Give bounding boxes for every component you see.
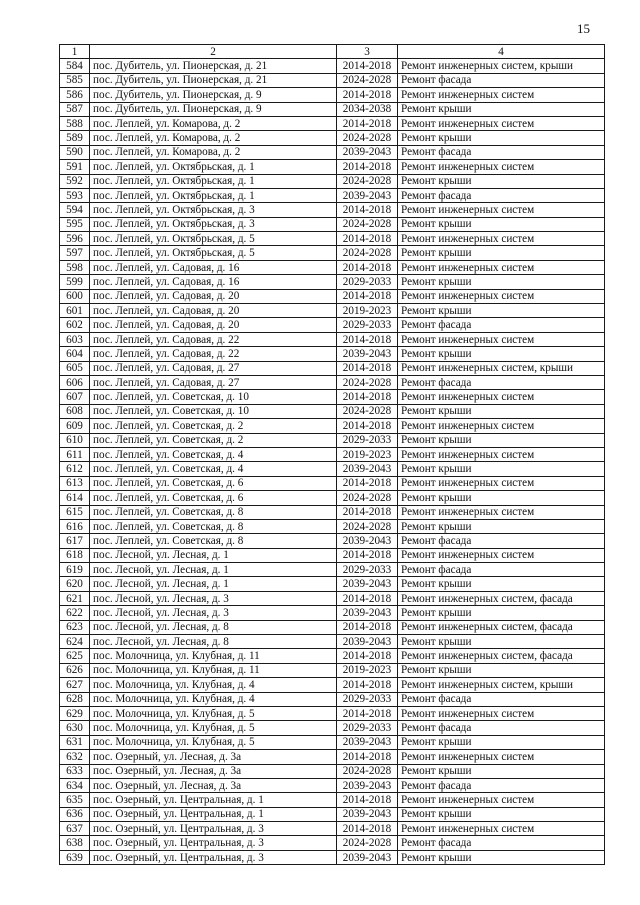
work-type-cell: Ремонт инженерных систем [398, 750, 605, 764]
work-type-cell: Ремонт крыши [398, 807, 605, 821]
work-type-cell: Ремонт крыши [398, 246, 605, 260]
table-row [60, 160, 605, 174]
period-cell: 2029-2033 [337, 275, 398, 289]
period-cell: 2014-2018 [337, 419, 398, 433]
work-type-cell: Ремонт инженерных систем [398, 203, 605, 217]
address-cell: пос. Леплей, ул. Садовая, д. 16 [90, 260, 337, 274]
work-type-cell: Ремонт крыши [398, 606, 605, 620]
address-cell: пос. Леплей, ул. Советская, д. 4 [90, 447, 337, 461]
table-row [60, 145, 605, 159]
table-row [60, 807, 605, 821]
work-type-cell: Ремонт инженерных систем [398, 505, 605, 519]
table-row [60, 375, 605, 389]
address-cell: пос. Леплей, ул. Советская, д. 8 [90, 534, 337, 548]
work-type-cell: Ремонт инженерных систем [398, 419, 605, 433]
work-type-cell: Ремонт инженерных систем, фасада [398, 591, 605, 605]
address-cell: пос. Озерный, ул. Центральная, д. 1 [90, 793, 337, 807]
table-row [60, 275, 605, 289]
row-number-cell: 600 [60, 289, 90, 303]
repair-schedule-table [59, 44, 605, 865]
address-cell: пос. Леплей, ул. Советская, д. 4 [90, 462, 337, 476]
row-number-cell: 584 [60, 59, 90, 73]
address-cell: пос. Леплей, ул. Октябрьская, д. 1 [90, 160, 337, 174]
row-number-cell: 627 [60, 678, 90, 692]
table-row [60, 332, 605, 346]
period-cell: 2029-2033 [337, 433, 398, 447]
address-cell: пос. Молочница, ул. Клубная, д. 11 [90, 663, 337, 677]
period-cell: 2039-2043 [337, 462, 398, 476]
work-type-cell: Ремонт инженерных систем, крыши [398, 678, 605, 692]
work-type-cell: Ремонт инженерных систем [398, 793, 605, 807]
row-number-cell: 614 [60, 491, 90, 505]
period-cell: 2039-2043 [337, 778, 398, 792]
address-cell: пос. Озерный, ул. Лесная, д. 3а [90, 764, 337, 778]
work-type-cell: Ремонт фасада [398, 188, 605, 202]
work-type-cell: Ремонт фасада [398, 836, 605, 850]
row-number-cell: 616 [60, 519, 90, 533]
column-header-address: 2 [90, 45, 337, 59]
address-cell: пос. Дубитель, ул. Пионерская, д. 21 [90, 73, 337, 87]
period-cell: 2014-2018 [337, 361, 398, 375]
work-type-cell: Ремонт инженерных систем [398, 332, 605, 346]
table-row [60, 88, 605, 102]
work-type-cell: Ремонт инженерных систем [398, 447, 605, 461]
row-number-cell: 622 [60, 606, 90, 620]
row-number-cell: 606 [60, 375, 90, 389]
table-row [60, 188, 605, 202]
row-number-cell: 591 [60, 160, 90, 174]
work-type-cell: Ремонт фасада [398, 721, 605, 735]
work-type-cell: Ремонт крыши [398, 102, 605, 116]
address-cell: пос. Озерный, ул. Лесная, д. 3а [90, 750, 337, 764]
table-row [60, 663, 605, 677]
period-cell: 2039-2043 [337, 188, 398, 202]
row-number-cell: 625 [60, 649, 90, 663]
period-cell: 2014-2018 [337, 678, 398, 692]
address-cell: пос. Молочница, ул. Клубная, д. 5 [90, 735, 337, 749]
table-row [60, 289, 605, 303]
table-row [60, 131, 605, 145]
table-row [60, 347, 605, 361]
work-type-cell: Ремонт крыши [398, 275, 605, 289]
work-type-cell: Ремонт фасада [398, 318, 605, 332]
row-number-cell: 612 [60, 462, 90, 476]
column-header-work-type: 4 [398, 45, 605, 59]
period-cell: 2039-2043 [337, 735, 398, 749]
work-type-cell: Ремонт крыши [398, 764, 605, 778]
work-type-cell: Ремонт инженерных систем [398, 706, 605, 720]
row-number-cell: 624 [60, 635, 90, 649]
row-number-cell: 632 [60, 750, 90, 764]
row-number-cell: 637 [60, 822, 90, 836]
address-cell: пос. Леплей, ул. Садовая, д. 20 [90, 304, 337, 318]
work-type-cell: Ремонт крыши [398, 304, 605, 318]
work-type-cell: Ремонт инженерных систем [398, 390, 605, 404]
row-number-cell: 623 [60, 620, 90, 634]
address-cell: пос. Дубитель, ул. Пионерская, д. 9 [90, 88, 337, 102]
address-cell: пос. Леплей, ул. Октябрьская, д. 5 [90, 232, 337, 246]
work-type-cell: Ремонт инженерных систем, фасада [398, 649, 605, 663]
period-cell: 2019-2023 [337, 304, 398, 318]
table-row [60, 361, 605, 375]
table-row [60, 491, 605, 505]
work-type-cell: Ремонт инженерных систем [398, 116, 605, 130]
table-row [60, 404, 605, 418]
work-type-cell: Ремонт фасада [398, 73, 605, 87]
period-cell: 2014-2018 [337, 332, 398, 346]
row-number-cell: 587 [60, 102, 90, 116]
period-cell: 2014-2018 [337, 116, 398, 130]
table-row [60, 735, 605, 749]
work-type-cell: Ремонт крыши [398, 491, 605, 505]
table-row [60, 519, 605, 533]
period-cell: 2024-2028 [337, 246, 398, 260]
table-row [60, 822, 605, 836]
period-cell: 2039-2043 [337, 850, 398, 864]
row-number-cell: 639 [60, 850, 90, 864]
table-row [60, 433, 605, 447]
period-cell: 2014-2018 [337, 88, 398, 102]
address-cell: пос. Лесной, ул. Лесная, д. 1 [90, 577, 337, 591]
period-cell: 2014-2018 [337, 548, 398, 562]
work-type-cell: Ремонт инженерных систем [398, 476, 605, 490]
row-number-cell: 620 [60, 577, 90, 591]
row-number-cell: 589 [60, 131, 90, 145]
row-number-cell: 631 [60, 735, 90, 749]
period-cell: 2039-2043 [337, 145, 398, 159]
address-cell: пос. Леплей, ул. Октябрьская, д. 3 [90, 203, 337, 217]
work-type-cell: Ремонт инженерных систем [398, 160, 605, 174]
address-cell: пос. Леплей, ул. Советская, д. 8 [90, 505, 337, 519]
period-cell: 2014-2018 [337, 203, 398, 217]
period-cell: 2024-2028 [337, 174, 398, 188]
row-number-cell: 611 [60, 447, 90, 461]
work-type-cell: Ремонт крыши [398, 462, 605, 476]
address-cell: пос. Леплей, ул. Октябрьская, д. 1 [90, 188, 337, 202]
period-cell: 2024-2028 [337, 404, 398, 418]
work-type-cell: Ремонт крыши [398, 850, 605, 864]
address-cell: пос. Молочница, ул. Клубная, д. 11 [90, 649, 337, 663]
row-number-cell: 626 [60, 663, 90, 677]
address-cell: пос. Озерный, ул. Центральная, д. 3 [90, 836, 337, 850]
address-cell: пос. Озерный, ул. Лесная, д. 3а [90, 778, 337, 792]
address-cell: пос. Леплей, ул. Комарова, д. 2 [90, 116, 337, 130]
row-number-cell: 610 [60, 433, 90, 447]
address-cell: пос. Леплей, ул. Советская, д. 10 [90, 390, 337, 404]
row-number-cell: 621 [60, 591, 90, 605]
table-row [60, 778, 605, 792]
address-cell: пос. Леплей, ул. Садовая, д. 27 [90, 375, 337, 389]
table-row [60, 850, 605, 864]
table-row [60, 563, 605, 577]
period-cell: 2029-2033 [337, 563, 398, 577]
address-cell: пос. Леплей, ул. Октябрьская, д. 3 [90, 217, 337, 231]
table-row [60, 591, 605, 605]
row-number-cell: 630 [60, 721, 90, 735]
row-number-cell: 590 [60, 145, 90, 159]
table-row [60, 419, 605, 433]
address-cell: пос. Леплей, ул. Октябрьская, д. 1 [90, 174, 337, 188]
period-cell: 2014-2018 [337, 59, 398, 73]
period-cell: 2014-2018 [337, 649, 398, 663]
work-type-cell: Ремонт крыши [398, 404, 605, 418]
table-row [60, 577, 605, 591]
table-row [60, 750, 605, 764]
row-number-cell: 635 [60, 793, 90, 807]
period-cell: 2014-2018 [337, 476, 398, 490]
table-row [60, 678, 605, 692]
table-row [60, 102, 605, 116]
row-number-cell: 607 [60, 390, 90, 404]
address-cell: пос. Лесной, ул. Лесная, д. 3 [90, 606, 337, 620]
period-cell: 2014-2018 [337, 289, 398, 303]
period-cell: 2024-2028 [337, 73, 398, 87]
row-number-cell: 586 [60, 88, 90, 102]
period-cell: 2039-2043 [337, 606, 398, 620]
address-cell: пос. Молочница, ул. Клубная, д. 4 [90, 678, 337, 692]
table-row [60, 764, 605, 778]
work-type-cell: Ремонт крыши [398, 663, 605, 677]
work-type-cell: Ремонт крыши [398, 433, 605, 447]
period-cell: 2039-2043 [337, 807, 398, 821]
row-number-cell: 593 [60, 188, 90, 202]
address-cell: пос. Леплей, ул. Садовая, д. 16 [90, 275, 337, 289]
row-number-cell: 638 [60, 836, 90, 850]
address-cell: пос. Лесной, ул. Лесная, д. 8 [90, 620, 337, 634]
row-number-cell: 613 [60, 476, 90, 490]
address-cell: пос. Леплей, ул. Садовая, д. 20 [90, 289, 337, 303]
table-row [60, 836, 605, 850]
period-cell: 2024-2028 [337, 131, 398, 145]
table-row [60, 649, 605, 663]
table-row [60, 548, 605, 562]
table-row [60, 217, 605, 231]
row-number-cell: 617 [60, 534, 90, 548]
address-cell: пос. Леплей, ул. Садовая, д. 22 [90, 347, 337, 361]
period-cell: 2014-2018 [337, 706, 398, 720]
table-row [60, 390, 605, 404]
row-number-cell: 594 [60, 203, 90, 217]
period-cell: 2014-2018 [337, 232, 398, 246]
address-cell: пос. Озерный, ул. Центральная, д. 3 [90, 822, 337, 836]
work-type-cell: Ремонт фасада [398, 563, 605, 577]
work-type-cell: Ремонт крыши [398, 347, 605, 361]
period-cell: 2014-2018 [337, 591, 398, 605]
work-type-cell: Ремонт инженерных систем, фасада [398, 620, 605, 634]
address-cell: пос. Дубитель, ул. Пионерская, д. 9 [90, 102, 337, 116]
row-number-cell: 604 [60, 347, 90, 361]
period-cell: 2024-2028 [337, 519, 398, 533]
work-type-cell: Ремонт крыши [398, 131, 605, 145]
period-cell: 2019-2023 [337, 447, 398, 461]
address-cell: пос. Лесной, ул. Лесная, д. 1 [90, 563, 337, 577]
work-type-cell: Ремонт инженерных систем [398, 822, 605, 836]
table-row [60, 505, 605, 519]
work-type-cell: Ремонт инженерных систем [398, 548, 605, 562]
row-number-cell: 588 [60, 116, 90, 130]
period-cell: 2024-2028 [337, 764, 398, 778]
address-cell: пос. Леплей, ул. Комарова, д. 2 [90, 145, 337, 159]
row-number-cell: 585 [60, 73, 90, 87]
work-type-cell: Ремонт крыши [398, 217, 605, 231]
table-row [60, 721, 605, 735]
work-type-cell: Ремонт инженерных систем [398, 88, 605, 102]
table-row [60, 692, 605, 706]
period-cell: 2039-2043 [337, 534, 398, 548]
address-cell: пос. Молочница, ул. Клубная, д. 4 [90, 692, 337, 706]
table-row [60, 462, 605, 476]
work-type-cell: Ремонт крыши [398, 635, 605, 649]
address-cell: пос. Леплей, ул. Советская, д. 10 [90, 404, 337, 418]
work-type-cell: Ремонт фасада [398, 692, 605, 706]
work-type-cell: Ремонт крыши [398, 519, 605, 533]
period-cell: 2034-2038 [337, 102, 398, 116]
row-number-cell: 619 [60, 563, 90, 577]
work-type-cell: Ремонт инженерных систем, крыши [398, 59, 605, 73]
table-row [60, 620, 605, 634]
address-cell: пос. Молочница, ул. Клубная, д. 5 [90, 721, 337, 735]
row-number-cell: 603 [60, 332, 90, 346]
table-row [60, 606, 605, 620]
table-row [60, 59, 605, 73]
table-row [60, 304, 605, 318]
table-row [60, 534, 605, 548]
period-cell: 2014-2018 [337, 822, 398, 836]
row-number-cell: 615 [60, 505, 90, 519]
table-row [60, 174, 605, 188]
row-number-cell: 633 [60, 764, 90, 778]
table-row [60, 116, 605, 130]
work-type-cell: Ремонт инженерных систем [398, 232, 605, 246]
address-cell: пос. Дубитель, ул. Пионерская, д. 21 [90, 59, 337, 73]
column-header-number: 1 [60, 45, 90, 59]
row-number-cell: 592 [60, 174, 90, 188]
column-header-period: 3 [337, 45, 398, 59]
work-type-cell: Ремонт крыши [398, 577, 605, 591]
address-cell: пос. Лесной, ул. Лесная, д. 1 [90, 548, 337, 562]
table-row [60, 447, 605, 461]
address-cell: пос. Лесной, ул. Лесная, д. 8 [90, 635, 337, 649]
period-cell: 2024-2028 [337, 217, 398, 231]
address-cell: пос. Леплей, ул. Советская, д. 8 [90, 519, 337, 533]
period-cell: 2029-2033 [337, 721, 398, 735]
table-row [60, 203, 605, 217]
row-number-cell: 601 [60, 304, 90, 318]
row-number-cell: 634 [60, 778, 90, 792]
row-number-cell: 628 [60, 692, 90, 706]
address-cell: пос. Леплей, ул. Советская, д. 2 [90, 419, 337, 433]
row-number-cell: 599 [60, 275, 90, 289]
work-type-cell: Ремонт крыши [398, 735, 605, 749]
period-cell: 2014-2018 [337, 260, 398, 274]
row-number-cell: 602 [60, 318, 90, 332]
work-type-cell: Ремонт инженерных систем [398, 260, 605, 274]
row-number-cell: 598 [60, 260, 90, 274]
address-cell: пос. Молочница, ул. Клубная, д. 5 [90, 706, 337, 720]
row-number-cell: 595 [60, 217, 90, 231]
work-type-cell: Ремонт инженерных систем, крыши [398, 361, 605, 375]
period-cell: 2014-2018 [337, 793, 398, 807]
row-number-cell: 629 [60, 706, 90, 720]
period-cell: 2014-2018 [337, 160, 398, 174]
table-row [60, 260, 605, 274]
period-cell: 2039-2043 [337, 347, 398, 361]
row-number-cell: 605 [60, 361, 90, 375]
row-number-cell: 596 [60, 232, 90, 246]
table-row [60, 73, 605, 87]
address-cell: пос. Леплей, ул. Советская, д. 6 [90, 491, 337, 505]
address-cell: пос. Леплей, ул. Садовая, д. 22 [90, 332, 337, 346]
table-row [60, 318, 605, 332]
table-row [60, 246, 605, 260]
address-cell: пос. Леплей, ул. Садовая, д. 27 [90, 361, 337, 375]
work-type-cell: Ремонт фасада [398, 534, 605, 548]
period-cell: 2024-2028 [337, 836, 398, 850]
table-row [60, 635, 605, 649]
work-type-cell: Ремонт фасада [398, 145, 605, 159]
address-cell: пос. Леплей, ул. Комарова, д. 2 [90, 131, 337, 145]
table-body [60, 59, 605, 865]
row-number-cell: 618 [60, 548, 90, 562]
row-number-cell: 608 [60, 404, 90, 418]
row-number-cell: 597 [60, 246, 90, 260]
row-number-cell: 609 [60, 419, 90, 433]
address-cell: пос. Леплей, ул. Советская, д. 6 [90, 476, 337, 490]
work-type-cell: Ремонт инженерных систем [398, 289, 605, 303]
table-row [60, 706, 605, 720]
address-cell: пос. Леплей, ул. Советская, д. 2 [90, 433, 337, 447]
period-cell: 2039-2043 [337, 635, 398, 649]
period-cell: 2014-2018 [337, 505, 398, 519]
period-cell: 2039-2043 [337, 577, 398, 591]
page-number: 15 [577, 21, 590, 36]
period-cell: 2024-2028 [337, 375, 398, 389]
column-number-row [60, 45, 605, 59]
work-type-cell: Ремонт фасада [398, 778, 605, 792]
work-type-cell: Ремонт фасада [398, 375, 605, 389]
period-cell: 2019-2023 [337, 663, 398, 677]
address-cell: пос. Леплей, ул. Октябрьская, д. 5 [90, 246, 337, 260]
table-row [60, 793, 605, 807]
work-type-cell: Ремонт крыши [398, 174, 605, 188]
address-cell: пос. Озерный, ул. Центральная, д. 1 [90, 807, 337, 821]
row-number-cell: 636 [60, 807, 90, 821]
table-row [60, 476, 605, 490]
table-row [60, 232, 605, 246]
period-cell: 2029-2033 [337, 318, 398, 332]
period-cell: 2014-2018 [337, 750, 398, 764]
address-cell: пос. Лесной, ул. Лесная, д. 3 [90, 591, 337, 605]
address-cell: пос. Леплей, ул. Садовая, д. 20 [90, 318, 337, 332]
period-cell: 2014-2018 [337, 620, 398, 634]
period-cell: 2029-2033 [337, 692, 398, 706]
period-cell: 2024-2028 [337, 491, 398, 505]
period-cell: 2014-2018 [337, 390, 398, 404]
address-cell: пос. Озерный, ул. Центральная, д. 3 [90, 850, 337, 864]
